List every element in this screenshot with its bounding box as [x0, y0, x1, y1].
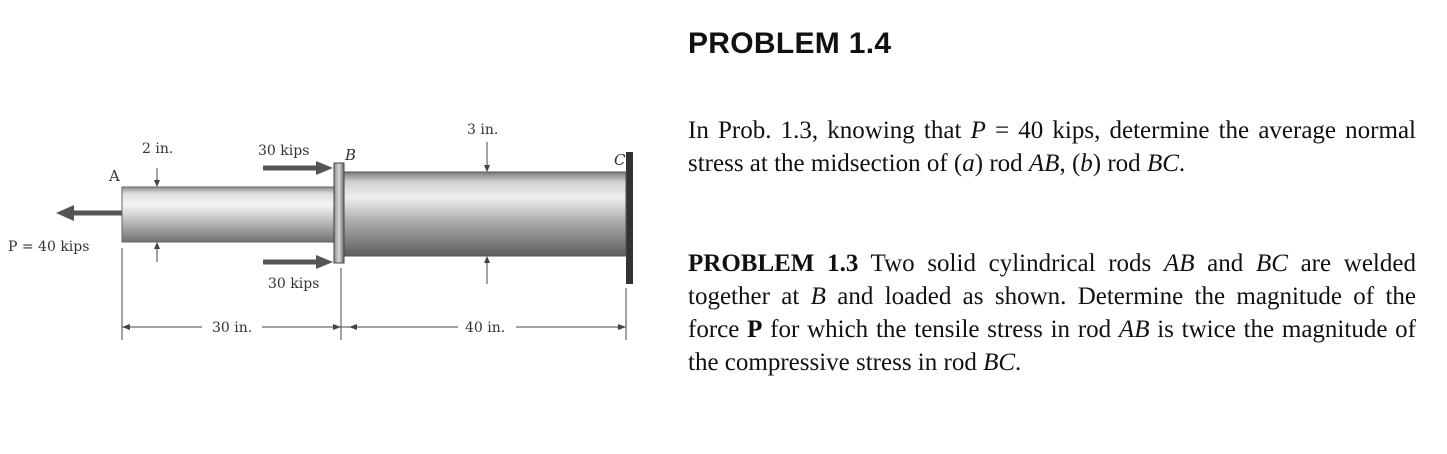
- problem-1-4-statement: [688, 114, 1416, 180]
- text-run: and: [1194, 250, 1256, 277]
- force-p-ref: P: [747, 316, 763, 343]
- dia-bc-label: 3 in.: [467, 122, 499, 138]
- rod-ab-ref: AB: [1028, 150, 1060, 177]
- force-top-arrowhead: [316, 161, 333, 175]
- wall-support: [626, 152, 633, 284]
- dia-ab-arrow-top: [154, 180, 160, 187]
- dim-ab-arrow-right: [333, 324, 341, 330]
- rod-bc-ref: BC: [983, 349, 1016, 376]
- var-p: P: [970, 117, 986, 144]
- flange-b: [334, 163, 344, 263]
- text-run: .: [1015, 349, 1022, 376]
- rod-ab-ref: AB: [1163, 250, 1195, 277]
- dia-ab-arrow-bottom: [154, 242, 160, 249]
- problem-1-3-heading: PROBLEM 1.3: [688, 250, 859, 277]
- label-c: C: [614, 151, 626, 169]
- force-top-label: 30 kips: [258, 143, 310, 159]
- label-a: A: [109, 167, 120, 185]
- rod-assembly-figure: [0, 0, 680, 454]
- rod-ab: [122, 187, 334, 242]
- text-run: are welded together at: [688, 250, 1416, 310]
- force-p-arrowhead: [56, 205, 74, 221]
- rod-ab-ref: AB: [1118, 316, 1150, 343]
- text-run: In Prob. 1.3, knowing that: [688, 117, 971, 144]
- force-bottom-arrowhead: [316, 255, 333, 269]
- part-b: b: [1080, 150, 1093, 177]
- text-run: ) rod: [1092, 150, 1147, 177]
- dia-bc-arrow-bottom: [484, 256, 490, 263]
- rod-bc-ref: BC: [1146, 150, 1179, 177]
- dim-ab-arrow-left: [122, 324, 130, 330]
- dia-bc-arrow-top: [484, 165, 490, 172]
- text-run: for which the tensile stress in rod: [762, 316, 1119, 343]
- text-run: ) rod: [974, 150, 1029, 177]
- dim-bc-label: 40 in.: [465, 320, 506, 336]
- rod-bc: [344, 172, 626, 256]
- text-run: = 40 kips, determine the average normal stress at the midsection of (: [688, 117, 1416, 177]
- dim-bc-arrow-right: [618, 324, 626, 330]
- text-run: Two solid cylindrical rods: [858, 250, 1164, 277]
- point-b-ref: B: [810, 283, 826, 310]
- dim-bc-arrow-left: [349, 324, 357, 330]
- part-a: a: [962, 150, 975, 177]
- problem-1-4-heading: PROBLEM 1.4: [688, 27, 892, 60]
- text-run: , (: [1059, 150, 1081, 177]
- problem-1-3-statement: [688, 247, 1416, 379]
- text-run: and loaded as shown. Determine the magnitude of the force: [688, 283, 1417, 343]
- rod-bc-ref: BC: [1255, 250, 1288, 277]
- text-run: .: [1178, 150, 1186, 177]
- dim-ab-label: 30 in.: [212, 320, 253, 336]
- force-bottom-label: 30 kips: [268, 276, 320, 292]
- text-run: is twice the magnitude of the compressive stress in rod: [688, 316, 1417, 376]
- dia-ab-label: 2 in.: [142, 141, 174, 157]
- label-b: B: [345, 146, 357, 164]
- force-p-label: P = 40 kips: [8, 239, 90, 255]
